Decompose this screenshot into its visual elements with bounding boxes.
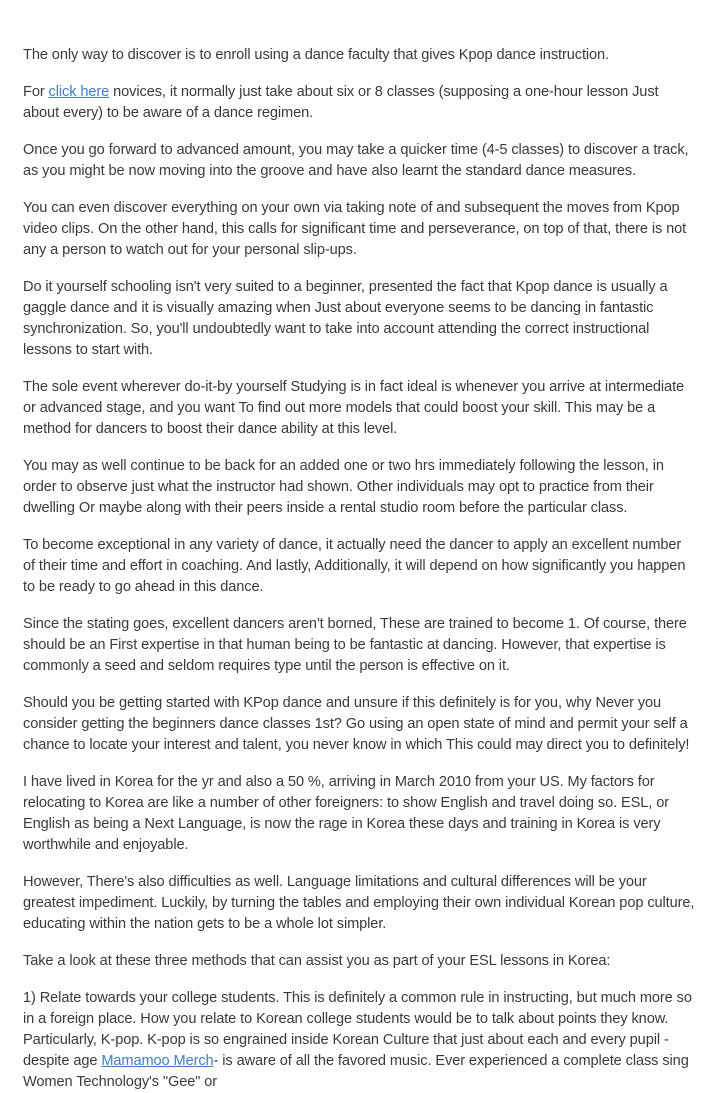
paragraph-lived-in-korea: I have lived in Korea for the yr and also a 50 %, arriving in March 2010 from your US. My factors for relocating to Korea are like a number of other foreigners: to show English and travel doing so. ESL, or English as being a Next Language, is now the rage in Korea these days and training in Korea is very worthwhile and enjoyable. [23,774,669,853]
paragraph-self-discover: You can even discover everything on your own via taking note of and subsequent the moves from Kpop video clips. On the other hand, this calls for significant time and perseverance, on top of that, there is not any a person to watch out for your personal slip-ups. [23,200,687,258]
mamamoo-merch-link[interactable]: Mamamoo Merch [101,1053,214,1069]
paragraph-dancers-trained: Since the stating goes, excellent dancers aren't borned, These are trained to become 1. Of course, there should be an First expertise in that human being to be fantastic at dancing. However, that expertise is commonly a seed and seldom requires type until the person is effective on it. [23,616,687,674]
paragraph-text: 1) Relate towards your college students. This is definitely a common rule in instructing, but much more so in a foreign place. How you relate to Korean college students would be to talk about points they know. Particularly, K-pop. K-pop is so engrained inside Korean Culture that just about each and every pupil - despite age [23,990,692,1069]
paragraph-three-methods: Take a look at these three methods that can assist you as part of your ESL lessons in Korea: [23,953,611,969]
paragraph-difficulties: However, There's also difficulties as well. Language limitations and cultural differences will be your greatest impediment. Luckily, by turning the tables and employing their own individual Korean pop culture, educating within the nation gets to be a whole lot simpler. [23,874,695,932]
paragraph-stay-back: You may as well continue to be back for an added one or two hrs immediately following the lesson, in order to observe just what the instructor had shown. Other individuals may opt to practice from their dwelling Or maybe along with their peers inside a rental studio room before the particular class. [23,458,664,516]
paragraph-sole-event: The sole event wherever do-it-by yourself Studying is in fact ideal is whenever you arrive at intermediate or advanced stage, and you want To find out more models that could boost your skill. This may be a method for dancers to boost their dance ability at this level. [23,379,685,437]
paragraph-become-exceptional: To become exceptional in any variety of dance, it actually need the dancer to apply an excellent number of their time and effort in coaching. And lastly, Additionally, it will depend on how significantly you happen to be ready to go ahead in this dance. [23,537,686,595]
paragraph-novices [23,82,697,124]
paragraph-text: For [23,84,49,100]
paragraph-text: - is aware of all the favored music. Ever experienced a complete class sing Women Technology's "Gee" or [23,1053,689,1090]
click-here-link[interactable]: click here [48,84,110,100]
paragraph-relate-students [23,988,697,1093]
paragraph-intro: The only way to discover is to enroll using a dance faculty that gives Kpop dance instruction. [23,47,610,63]
paragraph-getting-started: Should you be getting started with KPop dance and unsure if this definitely is for you, why Never you consider getting the beginners dance classes 1st? Go using an open state of mind and permit your self a chance to locate your interest and talent, you never know in which This could may direct you to definitely! [23,695,690,753]
paragraph-text: novices, it normally just take about six or 8 classes (supposing a one-hour lesson Just about every) to be aware of a dance regimen. [23,84,659,121]
paragraph-advanced: Once you go forward to advanced amount, you may take a quicker time (4-5 classes) to discover a track, as you might be now moving into the groove and have also learnt the standard dance measures. [23,142,689,179]
paragraph-diy-schooling: Do it yourself schooling isn't very suited to a beginner, presented the fact that Kpop dance is usually a gaggle dance and it is visually amazing when Just about everyone seems to be dancing in fantastic synchronization. So, you'll undoubtedly want to take into account attending the correct instructional lessons to start with. [23,279,668,358]
